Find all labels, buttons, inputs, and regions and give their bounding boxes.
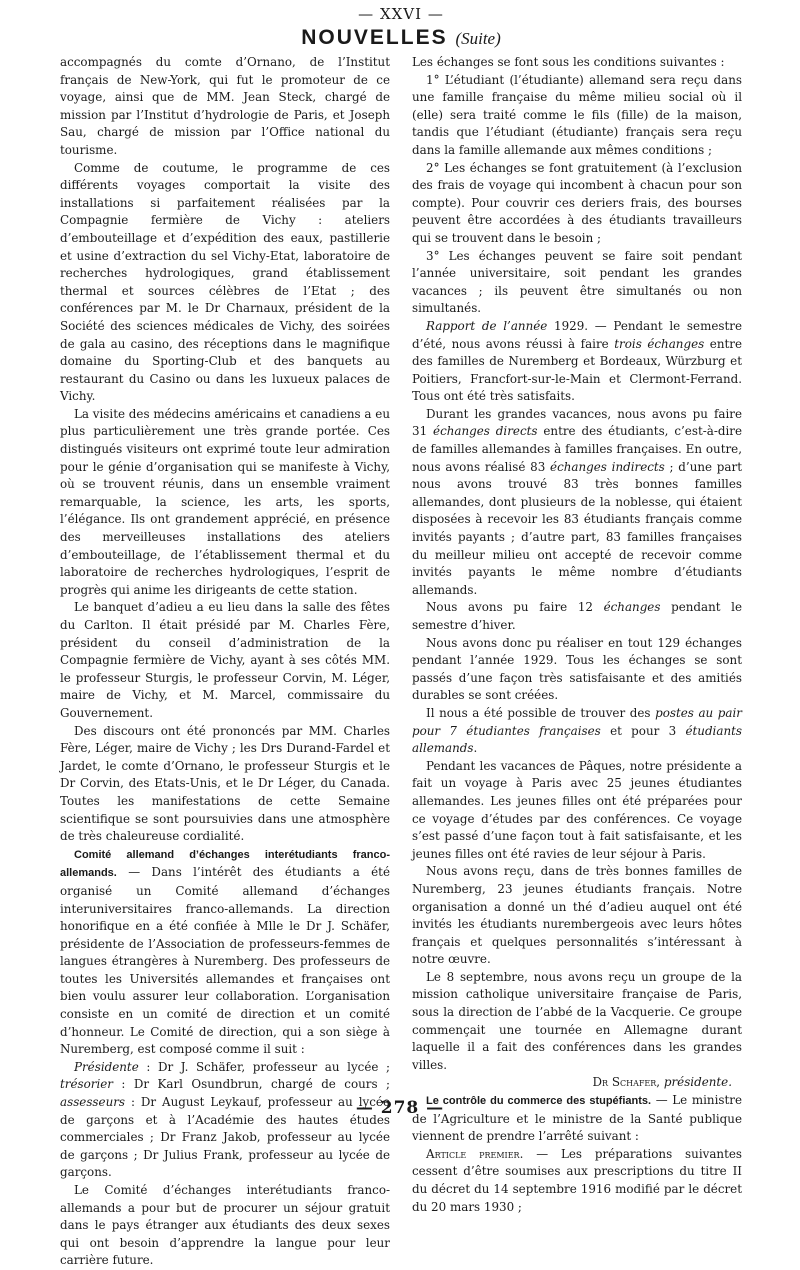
paragraph: Nous avons pu faire 12 échanges pendant le semestre d’hiver. bbox=[412, 600, 742, 632]
left-column bbox=[60, 54, 390, 1270]
paragraph: Présidente : Dr J. Schäfer, professeur au lycée ; trésorier : Dr Karl Osundbrun, chargé de cours ; assesseurs : Dr August Leykauf, professeur au lycée de garçons et à l’Académie des hautes études commerciales ; Dr Franz Jakob, professeur au lycée de garçons ; Dr Julius Frank, professeur au lycée de garçons. bbox=[60, 1059, 390, 1180]
paragraph: Article premier. — Les préparations suivantes cessent d’être soumises aux prescriptions du titre II du décret du 14 septembre 1916 modifié par le décret du 20 mars 1930 ; bbox=[412, 1146, 743, 1214]
signature: Dr Schafer, présidente. bbox=[592, 1075, 732, 1090]
paragraph: Comité allemand d’échanges interétudiants franco-allemands. — Dans l’intérêt des étudiants a été organisé un Comité allemand d’échanges interuniversitaires franco-allemands. La direction honorifique en a été confiée à Mlle le Dr J. Schäfer, présidente de l’Association de professeurs-femmes de langues étrangères à Nuremberg. Des professeurs de toutes les Universités allemandes et françaises ont bien voulu assurer leur collaboration. L’organisation consiste en un comité de direction et un comité d’honneur. Le Comité de direction, qui a son siège à Nuremberg, est composé comme il suit : bbox=[60, 848, 390, 1057]
paragraph: Durant les grandes vacances, nous avons pu faire 31 échanges directs entre des étudiants, c’est-à-dire de familles allemandes à familles françaises. En outre, nous avons réalisé 83 échanges indirects ; d’une part nous avons trouvé 83 très bonnes familles allemandes, dont plusieurs de la noblesse, qui étaient disposées à recevoir les 83 étudiants français comme invités payants ; d’autre part, 83 familles françaises du meilleur milieu ont accepté de recevoir comme invités payants le même nombre d’étudiants allemands. bbox=[412, 406, 742, 597]
paragraph: Pendant les vacances de Pâques, notre présidente a fait un voyage à Paris avec 25 jeunes étudiantes allemandes. Les jeunes filles ont été préparées pour ce voyage d’études par des conférences. Ce voyage s’est passé d’une façon tout à fait satisfaisante, et les jeunes filles ont été ravies de leur séjour à Paris. bbox=[412, 758, 742, 861]
section-title bbox=[60, 24, 742, 52]
paragraph: Les échanges se font sous les conditions suivantes : bbox=[412, 55, 725, 69]
paragraph: Nous avons reçu, dans de très bonnes familles de Nuremberg, 23 jeunes étudiants français. Notre organisation a donné un thé d’adieu auquel ont été invités les étudiants nurembergeois avec leurs hôtes français et quelques personnalités s’intéressant à notre œuvre. bbox=[412, 864, 742, 967]
article-heading: Le contrôle du commerce des stupéfiants. bbox=[426, 1095, 652, 1108]
paragraph: Rapport de l’année 1929. — Pendant le semestre d’été, nous avons réussi à faire trois échanges entre des familles de Nuremberg et Bordeaux, Würzburg et Poitiers, Francfort-sur-le-Main et Clermont-Ferrand. Tous ont été très satisfaits. bbox=[412, 318, 742, 404]
paragraph: 1° L’étudiant (l’étudiante) allemand sera reçu dans une famille française du même milieu social où il (elle) sera traité comme le fils (fille) de la maison, tandis que l’étudiant (étudiante) français sera reçu dans la famille allemande aux mêmes conditions ; bbox=[412, 72, 742, 157]
section-title-suite: (Suite) bbox=[455, 29, 501, 48]
paragraph: Le Comité d’échanges interétudiants franco-allemands a pour but de procurer un séjour gratuit dans le pays étranger aux étudiants des deux sexes qui ont besoin d’apprendre la langue pour leur carrière future. bbox=[60, 1183, 390, 1268]
paragraph: 3° Les échanges peuvent se faire soit pendant l’année universitaire, soit pendant les grandes vacances ; ils peuvent être simultanés ou non simultanés. bbox=[412, 248, 742, 316]
paragraph: Il nous a été possible de trouver des postes au pair pour 7 étudiantes françaises et pour 3 étudiants allemands. bbox=[412, 705, 742, 756]
paragraph: Le contrôle du commerce des stupéfiants. — Le ministre de l’Agriculture et le ministre de la Santé publique viennent de prendre l’arrêté suivant : bbox=[412, 1093, 742, 1144]
section-title-text: NOUVELLES bbox=[301, 26, 448, 49]
text-columns bbox=[60, 54, 742, 1270]
paragraph: La visite des médecins américains et canadiens a eu plus particulièrement une très grande portée. Ces distingués visiteurs ont exprimé toute leur admiration pour le génie d’organisation qui se manifeste à Vichy, où se trouvent réunis, dans un ensemble vraiment remarquable, la science, les arts, les sports, l’élégance. Ils ont grandement apprécié, en présence des merveilleuses installations des ateliers d’embouteillage, de l’établissement thermal et du laboratoire de recherches hydrologiques, l’esprit de progrès qui anime les dirigeants de cette station. bbox=[60, 406, 390, 597]
article-heading: Comité allemand d’échanges interétudiants franco-allemands. bbox=[60, 848, 390, 880]
page-number: — 278 — bbox=[355, 1098, 445, 1118]
paragraph: accompagnés du comte d’Ornano, de l’Institut français de New-York, qui fut le promoteur de ce voyage, ainsi que de MM. Jean Steck, chargé de mission par l’Institut d’hydrologie de Paris, et Joseph Sau, chargé de mission par l’Office national du tourisme. bbox=[60, 55, 390, 157]
right-column bbox=[412, 54, 742, 1270]
paragraph: Des discours ont été prononcés par MM. Charles Fère, Léger, maire de Vichy ; les Drs Durand-Fardel et Jardet, le comte d’Ornano, le professeur Sturgis et le Dr Corvin, des Etats-Unis, et le Dr Léger, du Canada. Toutes les manifestations de cette Semaine scientifique se sont poursuivies dans une atmosphère de très chaleureuse cordialité. bbox=[60, 723, 390, 844]
paragraph: Le banquet d’adieu a eu lieu dans la salle des fêtes du Carlton. Il était présidé par M. Charles Fère, président du conseil d’administration de la Compagnie fermière de Vichy, ayant à ses côtés MM. le professeur Sturgis, le professeur Corvin, M. Léger, maire de Vichy, et M. Marcel, commissaire du Gouvernement. bbox=[60, 600, 390, 720]
paragraph: Nous avons donc pu réaliser en tout 129 échanges pendant l’année 1929. Tous les échanges se sont passés d’une façon très satisfaisante et des amitiés durables se sont créées. bbox=[412, 635, 742, 703]
paragraph: 2° Les échanges se font gratuitement (à l’exclusion des frais de voyage qui incombent à chacun pour son compte). Pour couvrir ces deriers frais, des bourses peuvent être accordées à des étudiants travailleurs qui se trouvent dans le besoin ; bbox=[412, 160, 742, 245]
roman-page-number: — XXVI — bbox=[358, 5, 444, 23]
paragraph: Le 8 septembre, nous avons reçu un groupe de la mission catholique universitaire française de Paris, sous la direction de l’abbé de la Vacquerie. Ce groupe commençait une tournée en Allemagne durant laquelle il a fait des conférences dans les grandes villes. bbox=[412, 969, 742, 1072]
paragraph: Comme de coutume, le programme de ces différents voyages comportait la visite des installations si parfaitement réalisées par la Compagnie fermière de Vichy : ateliers d’embouteillage et d’expédition des eaux, pastillerie et usine d’extraction du sel Vichy-Etat, laboratoire de recherches hydrologiques, grand établissement thermal et sources célèbres de l’Etat ; des conférences par M. le Dr Charnaux, président de la Société des sciences médicales de Vichy, des soirées de gala au casino, des réceptions dans le magnifique domaine du Sporting-Club et des banquets au restaurant du Casino ou dans les luxueux palaces de Vichy. bbox=[60, 160, 390, 404]
page-header bbox=[60, 0, 742, 52]
